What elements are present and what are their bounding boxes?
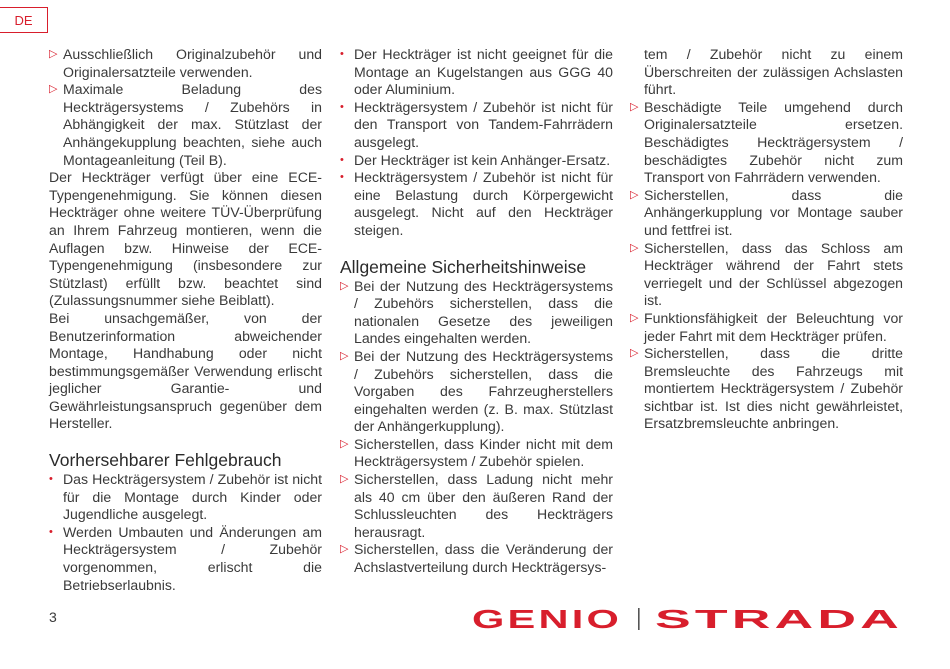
triangle-bullet-icon: ▷ — [630, 311, 639, 324]
paragraph: Bei unsachgemäßer, von der Benutzerinformation abweichender Montage, Handhabung oder nicht bestimmungsgemäßer Verwendung erlischt jeglicher Garantie- und Gewährleistungsanspruch gegenüber dem Hersteller. — [49, 309, 322, 432]
triangle-bullet-icon: ▷ — [340, 543, 349, 556]
list-item: • Das Heckträgersystem / Zubehör ist nicht für die Montage durch Kinder oder Jugendliche ausgelegt. — [49, 471, 322, 523]
triangle-bullet-icon: ▷ — [340, 437, 349, 450]
list-item: • Der Heckträger ist kein Anhänger-Ersatz. — [340, 151, 611, 168]
section-heading: Vorhersehbarer Fehlgebrauch — [49, 450, 282, 471]
list-item: • Heckträgersystem / Zubehör ist nicht für eine Belastung durch Körpergewicht ausgelegt. Nicht auf den Heckträger steigen. — [340, 169, 613, 238]
dot-bullet-icon: • — [340, 171, 344, 184]
triangle-bullet-icon: ▷ — [630, 347, 639, 360]
list-item: ▷ Sicherstellen, dass die Anhängerkupplung vor Montage sauber und fettfrei ist. — [630, 186, 903, 238]
list-item: ▷ Bei der Nutzung des Heckträgersystems / Zubehörs sicherstellen, dass die Vorgaben des Fahrzeugherstellers eingehalten werden (z. B. max. Stützlast der Anhängerkupplung). — [340, 347, 613, 435]
page-number: 3 — [49, 609, 57, 625]
list-item: • Heckträgersystem / Zubehör ist nicht für den Transport von Tandem-Fahrrädern ausgelegt. — [340, 98, 613, 150]
logo-genio-text: GENIO — [472, 604, 622, 634]
language-tab: DE — [0, 7, 48, 33]
dot-bullet-icon: • — [340, 100, 344, 113]
triangle-bullet-icon: ▷ — [630, 100, 639, 113]
list-item: ▷ Funktionsfähigkeit der Beleuchtung vor jeder Fahrt mit dem Heckträger prüfen. — [630, 309, 903, 344]
list-item: ▷ Sicherstellen, dass das Schloss am Heckträger während der Fahrt stets verriegelt und der Schlüssel abgezogen ist. — [630, 239, 903, 309]
dot-bullet-icon: • — [49, 473, 53, 486]
triangle-bullet-icon: ▷ — [340, 279, 349, 292]
genio-strada-logo — [472, 604, 904, 634]
list-item: ▷ Sicherstellen, dass Ladung nicht mehr als 40 cm über den äußeren Rand der Schlussleuchten des Heckträgers herausragt. — [340, 471, 613, 540]
column-3 — [630, 46, 903, 433]
list-item: ▷ Sicherstellen, dass die Veränderung der Achslastverteilung durch Heckträgersys- — [340, 541, 613, 576]
triangle-bullet-icon: ▷ — [49, 48, 58, 60]
triangle-bullet-icon: ▷ — [630, 188, 639, 201]
paragraph: Der Heckträger verfügt über eine ECE-Typengenehmigung. Sie können diesen Heckträger ohne weitere TÜV-Überprüfung an Ihrem Fahrzeug montieren, wenn die Auflagen bzw. Hinweise der ECE-Typengenehmigung (insbesondere zur Stützlast) erfüllt bzw. beachtet sind (Zulassungsnummer siehe Beiblatt). — [49, 169, 322, 309]
triangle-bullet-icon: ▷ — [340, 349, 349, 362]
list-item: • Der Heckträger ist nicht geeignet für die Montage an Kugelstangen aus GGG 40 oder Aluminium. — [340, 46, 613, 98]
continued-text: tem / Zubehör nicht zu einem Überschreiten der zulässigen Achslasten führt. — [644, 46, 903, 98]
list-item: ▷ Sicherstellen, dass die dritte Bremsleuchte des Fahrzeugs mit montiertem Heckträgersystem / Zubehör sichtbar ist. Ist dies nicht gewährleistet, Ersatzbremsleuchte anbringen. — [630, 345, 903, 432]
triangle-bullet-icon: ▷ — [340, 473, 349, 486]
list-item: ▷ Maximale Beladung des Heckträgersystems / Zubehörs in Abhängigkeit der max. Stützlast der Anhängekupplung beachten, siehe auch Montageanleitung (Teil B). — [49, 81, 322, 168]
list-item: • Werden Umbauten und Änderungen am Heckträgersystem / Zubehör vorgenommen, erlischt die Betriebserlaubnis. — [49, 523, 322, 593]
list-item: ▷ Sicherstellen, dass Kinder nicht mit dem Heckträgersystem / Zubehör spielen. — [340, 435, 613, 470]
list-item: ▷ Ausschließlich Originalzubehör und Originalersatzteile verwenden. — [49, 46, 322, 80]
section-heading: Allgemeine Sicherheitshinweise — [340, 256, 587, 277]
dot-bullet-icon: • — [340, 153, 344, 166]
dot-bullet-icon: • — [340, 48, 344, 60]
list-item: ▷ Beschädigte Teile umgehend durch Originalersatzteile ersetzen. Beschädigtes Heckträgersystem / beschädigtes Zubehör nicht zum Transport von Fahrrädern verwenden. — [630, 98, 903, 186]
column-2 — [340, 46, 613, 577]
triangle-bullet-icon: ▷ — [49, 83, 58, 96]
triangle-bullet-icon: ▷ — [630, 241, 639, 254]
logo-strada-text: STRADA — [655, 604, 903, 634]
column-1 — [49, 46, 322, 594]
dot-bullet-icon: • — [49, 525, 53, 538]
logo-divider — [638, 608, 640, 630]
list-item: ▷ Bei der Nutzung des Heckträgersystems / Zubehörs sicherstellen, dass die nationalen Gesetze des jeweiligen Landes eingehalten werden. — [340, 277, 613, 347]
